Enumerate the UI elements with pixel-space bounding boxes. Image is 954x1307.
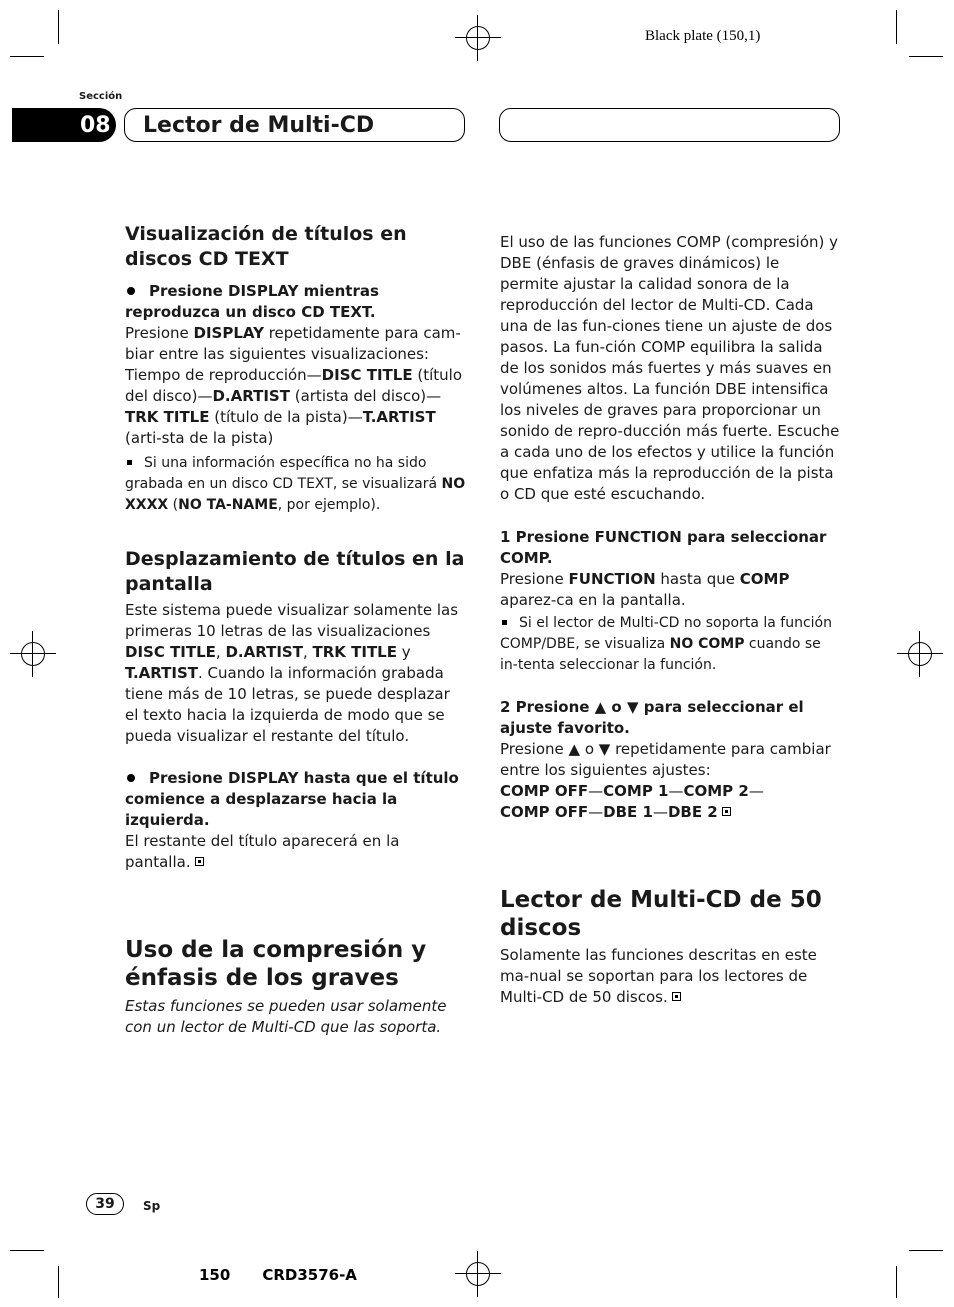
section-number-badge (12, 108, 116, 142)
section-empty-box (499, 108, 840, 142)
intro-text: El uso de las funciones COMP (compresión) y DBE (énfasis de graves dinámicos) le permite ajustar la calidad sonora de la reproducción del lector de Multi-CD. Cada una de las fun-ciones tiene un ajuste de dos pasos. La fun-ción COMP equilibra la salida de los sonidos más fuertes y más suaves en volúmenes altos. La función DBE intensifica los niveles de graves para proporcionar un sonido de repro-ducción más fuerte. Escuche a cada uno de los efectos y utilice la función que enfatiza más la reproducción de la pista o CD que esté escuchando. (500, 233, 840, 503)
crop-mark (896, 1266, 897, 1298)
right-column (500, 232, 842, 1008)
step1-body: Presione FUNCTION hasta que COMP aparez-ca en la pantalla. (500, 570, 790, 609)
heading-50-disc: Lector de Multi-CD de 50 discos (500, 887, 822, 941)
section-label: Sección (79, 91, 123, 102)
italic-note: Estas funciones se pueden usar solamente con un lector de Multi-CD que las soporta. (125, 997, 447, 1036)
section-title: Lector de Multi-CD (143, 112, 375, 138)
heading-cd-text: Visualización de títulos en discos CD TEXT (125, 223, 407, 270)
heading-compression: Uso de la compresión y énfasis de los graves (125, 937, 427, 991)
registration-mark (21, 642, 45, 666)
page-number: 39 (86, 1193, 124, 1215)
crop-mark (909, 1250, 943, 1251)
end-mark-icon (722, 807, 731, 816)
registration-mark (466, 1262, 490, 1286)
crop-mark (909, 56, 943, 57)
step2-heading: 2 Presione ▲ o ▼ para seleccionar el ajuste favorito. (500, 698, 804, 737)
section-title-box (124, 108, 465, 142)
section-number: 08 (80, 112, 111, 138)
heading-scroll: Desplazamiento de títulos en la pantalla (125, 548, 465, 595)
left-column (125, 222, 467, 1038)
crop-mark (10, 1250, 44, 1251)
registration-mark (466, 26, 490, 50)
setting-sequence-2: COMP OFF—DBE 1—DBE 2 (500, 802, 842, 823)
step1-heading: 1 Presione FUNCTION para seleccionar COMP. (500, 528, 827, 567)
crop-mark (896, 10, 897, 44)
step1-note: Si el lector de Multi-CD no soporta la función COMP/DBE, se visualiza NO COMP cuando se in-tenta seleccionar la función. (500, 615, 832, 673)
bullet-icon (127, 774, 135, 782)
end-mark-icon (195, 857, 204, 866)
setting-sequence-1: COMP OFF—COMP 1—COMP 2— (500, 782, 764, 800)
square-bullet-icon (502, 620, 507, 625)
crop-mark (10, 56, 44, 57)
square-bullet-icon (127, 460, 132, 465)
step-display: Presione DISPLAY mientras reproduzca un disco CD TEXT. (125, 282, 379, 321)
print-footer: 150 CRD3576-A (199, 1266, 357, 1284)
body-display: Presione DISPLAY repetidamente para cam-biar entre las siguientes visualizaciones: Tiempo de reproducción—DISC TITLE (título del disco)—D.ARTIST (artista del disco)—TRK TITLE (título de la pista)—T.ARTIST (arti-sta de la pista) (125, 324, 462, 447)
registration-mark (908, 642, 932, 666)
step2-body: Presione ▲ o ▼ repetidamente para cambiar entre los siguientes ajustes: (500, 740, 831, 779)
crop-mark (58, 1266, 59, 1298)
note-no-info: Si una información específica no ha sido grabada en un disco CD TEXT, se visualizará NO XXXX (NO TA-NAME, por ejemplo). (125, 455, 466, 513)
bullet-icon (127, 287, 135, 295)
plate-label: Black plate (150,1) (645, 28, 761, 44)
body-scroll-step: El restante del título aparecerá en la pantalla. (125, 832, 400, 871)
crop-mark (58, 10, 59, 44)
language-code: Sp (143, 1199, 161, 1213)
end-mark-icon (672, 992, 681, 1001)
body-scroll: Este sistema puede visualizar solamente las primeras 10 letras de las visualizaciones DISC TITLE, D.ARTIST, TRK TITLE y T.ARTIST. Cuando la información grabada tiene más de 10 letras, se puede desplazar el texto hacia la izquierda de modo que se pueda visualizar el restante del título. (125, 601, 459, 745)
body-50-disc: Solamente las funciones descritas en este ma-nual se soportan para los lectores de Multi-CD de 50 discos. (500, 946, 817, 1006)
step-scroll: Presione DISPLAY hasta que el título comience a desplazarse hacia la izquierda. (125, 769, 459, 829)
